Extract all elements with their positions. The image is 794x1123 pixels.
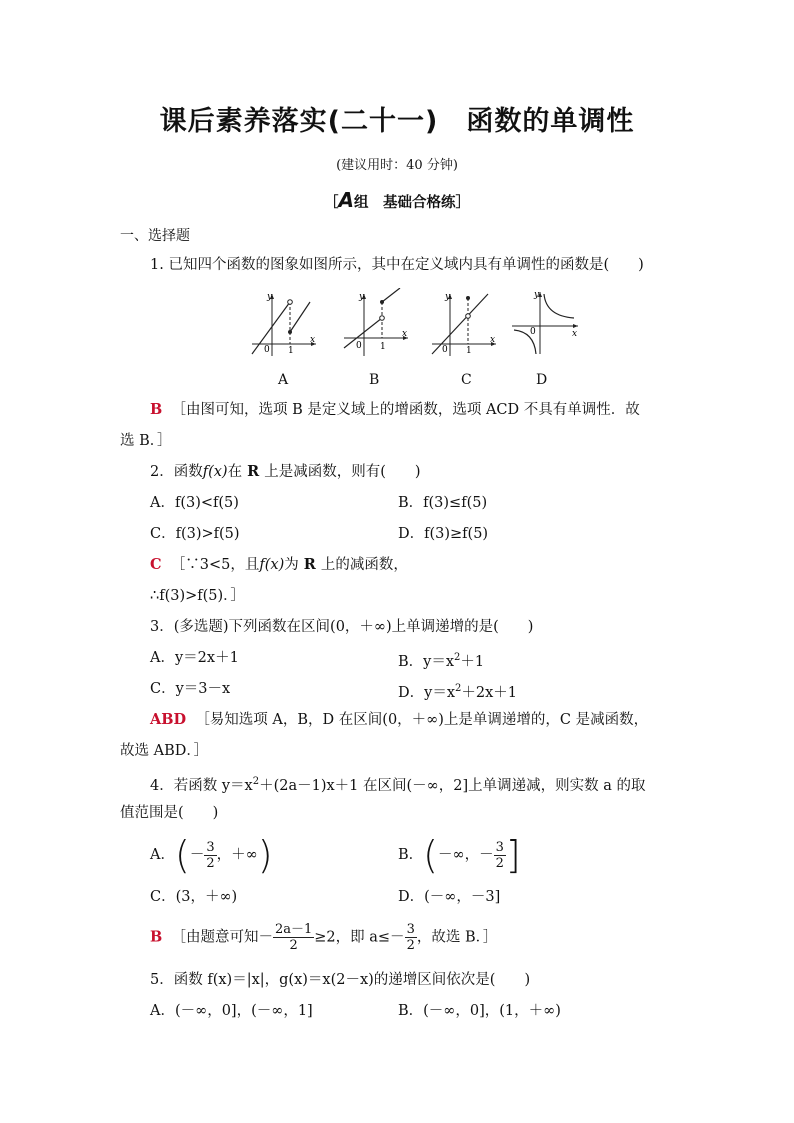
- svg-text:x: x: [572, 329, 578, 339]
- q2-explanation: C ［∵3<5，且f(x)为 R 上的减函数，: [150, 556, 408, 573]
- q2-answer: C: [150, 556, 162, 573]
- q2-explain-line2: ∴f(3)>f(5)．］: [150, 588, 245, 604]
- q3-option-a: A．y＝2x＋1: [150, 650, 239, 666]
- q2-option-b: B．f(3)≤f(5): [398, 495, 488, 511]
- q4-stem-line2: 值范围是( ): [120, 805, 219, 821]
- graph-b-label: B: [369, 372, 380, 388]
- svg-text:1: 1: [288, 346, 294, 356]
- q1-answer: B: [150, 401, 163, 418]
- q4-stem-line1: 4．若函数 $y=x^2+(2a-1)x+1$ 在区间(－∞，2]上单调递减，则实数 a 的取: [150, 776, 646, 794]
- svg-text:0: 0: [264, 345, 270, 355]
- q5-option-b: B．(－∞，0]，(1，＋∞): [398, 1003, 561, 1019]
- group-bracket-close: ］: [455, 195, 470, 211]
- q3-stem: 3．(多选题)下列函数在区间(0，＋∞)上单调递增的是( ): [150, 619, 534, 635]
- svg-text:y: y: [359, 292, 365, 302]
- q3-option-d: D．$y=x^2+2x+1$: [398, 683, 518, 701]
- q4-option-d: D．(－∞，－3]: [398, 889, 501, 905]
- group-heading: [0, 188, 794, 212]
- q2-stem: 2．函数f(x)在 R 上是减函数，则有( ): [150, 463, 421, 480]
- page-title: 课后素养落实(二十一) 函数的单调性: [159, 106, 635, 137]
- q3-option-c: C．y＝3－x: [150, 681, 231, 697]
- graph-c-label: C: [461, 372, 472, 388]
- q3-explain-line1: ［易知选项 A，B，D 在区间(0，＋∞)上是单调递增的，C 是减函数，: [195, 712, 649, 728]
- q5-stem: 5．函数 f(x)＝|x|，g(x)＝x(2－x)的递增区间依次是( ): [150, 972, 531, 988]
- section-heading: 一、选择题: [120, 228, 190, 244]
- svg-text:0: 0: [356, 341, 362, 351]
- q4-explanation: B ［由题意可知－ $\frac{2a-1}{2}$ ≥2，即 a≤－ $\frac{3}{2}$ ，故选 B．］: [150, 922, 498, 953]
- svg-text:y: y: [267, 292, 273, 302]
- q3-explain-line2: 故选 ABD．］: [120, 743, 209, 759]
- graph-d-label: D: [536, 372, 548, 388]
- q2-option-d: D．f(3)≥f(5): [398, 526, 489, 542]
- svg-text:x: x: [490, 335, 496, 345]
- group-bracket-open: ［: [324, 195, 339, 211]
- q3-option-b: B．$y=x^2+1$: [398, 652, 485, 670]
- group-letter: A: [338, 188, 354, 212]
- q4-answer: B: [150, 928, 163, 946]
- svg-text:y: y: [534, 290, 540, 300]
- q2-option-a: A．f(3)<f(5): [150, 495, 239, 511]
- q1-explain-line1: ［由图可知，选项 B 是定义域上的增函数，选项 ACD 不具有单调性．故: [171, 402, 640, 418]
- graph-a-label: A: [278, 372, 289, 388]
- time-note: (建议用时：40 分钟): [336, 158, 458, 173]
- q1-stem: 1. 已知四个函数的图象如图所示，其中在定义域内具有单调性的函数是( ): [150, 257, 644, 273]
- svg-text:1: 1: [466, 346, 472, 356]
- svg-text:x: x: [310, 335, 316, 345]
- q1-explain-line2: 选 B．］: [120, 433, 172, 449]
- graph-a-icon: [248, 288, 320, 358]
- group-text: 组 基础合格练: [353, 195, 456, 211]
- q4-option-a: A．(－ $\frac{3}{2}$ ，＋∞): [150, 833, 273, 877]
- graph-b-icon: [340, 288, 412, 358]
- svg-text:x: x: [402, 329, 408, 339]
- q4-option-c: C．(3，＋∞): [150, 889, 238, 905]
- graph-d-icon: [510, 288, 582, 358]
- q5-option-a: A．(－∞，0]，(－∞，1]: [150, 1003, 313, 1019]
- q4-option-b: B．(－∞，－ $\frac{3}{2}$ ]: [398, 833, 521, 877]
- q3-explanation: [150, 710, 648, 730]
- q1-explanation: [150, 400, 640, 420]
- q3-answer: ABD: [150, 711, 187, 728]
- q2-option-c: C．f(3)>f(5): [150, 526, 240, 542]
- svg-text:0: 0: [442, 345, 448, 355]
- svg-text:y: y: [445, 292, 451, 302]
- svg-text:1: 1: [380, 342, 386, 352]
- svg-text:0: 0: [530, 327, 536, 337]
- graph-c-icon: [428, 288, 500, 358]
